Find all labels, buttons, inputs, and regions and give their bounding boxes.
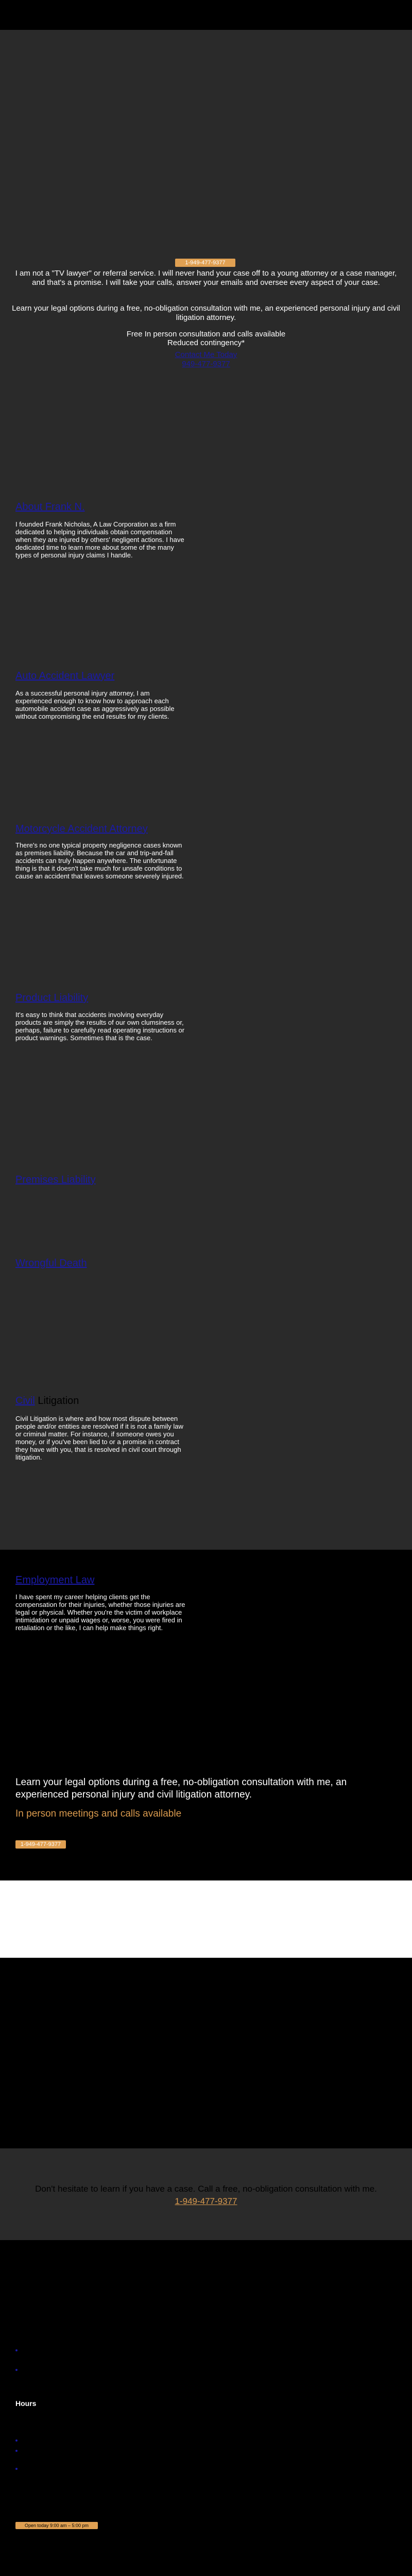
hero-options-text: Learn your legal options during a free, no-obligation consultation with me, an experienced personal injury and civil litigation attorney. (12, 304, 400, 322)
section-title-auto (15, 670, 114, 682)
section-title-civil-suffix: Litigation (35, 1395, 79, 1406)
section-body-about: I founded Frank Nicholas, A Law Corporation as a firm dedicated to helping individuals obtain compensation when they are injured by others' negligent actions. I have dedicated time to learn more about some of the many types of personal injury claims I handle. (15, 520, 184, 559)
section-link-motorcycle[interactable]: Motorcycle Accident Attorney (15, 823, 148, 835)
outro-phone-badge[interactable]: 1-949-477-9377 (15, 1840, 66, 1849)
hero-section (0, 30, 412, 1550)
bullet-dot (15, 2450, 18, 2452)
section-title-employment (15, 1574, 94, 1586)
section-body-employment: I have spent my career helping clients get the compensation for their injuries, whether those injuries are legal or physical. Whether you're the victim of workplace intimidation or unpaid wages or, worse, you were fired in retaliation or the like, I can help make things right. (15, 1593, 185, 1632)
section-link-premises[interactable]: Premises Liability (15, 1174, 96, 1185)
section-body-motorcycle: There's no one typical property negligence cases known as premises liability. Because the car and trip-and-fall accidents can truly happen anywhere. The unfortunate thing is that it doesn't take much for unsafe conditions to cause an accident that leaves someone severely injured. (15, 841, 184, 880)
bullet-dot (15, 2349, 18, 2351)
hero-phone-badge[interactable]: 1-949-477-9377 (175, 259, 235, 267)
bullet-dot (15, 2468, 18, 2470)
hours-title: Hours (15, 2399, 37, 2408)
hero-contact-link[interactable]: Contact Me Today (175, 350, 237, 359)
hero-consult-line2: Reduced contingency* (167, 338, 245, 347)
cta-phone-wrap (15, 2196, 397, 2207)
section-title-wrongful (15, 1257, 87, 1269)
section-title-motorcycle (15, 823, 148, 835)
section-link-product[interactable]: Product Liability (15, 992, 89, 1004)
hero-phone-link-wrap (10, 360, 402, 369)
cta-text: Don't hesitate to learn if you have a case. Call a free, no-obligation consultation with me. (35, 2184, 377, 2194)
hero-intro-text: I am not a "TV lawyer" or referral service. I will never hand your case off to a young attorney or a case manager, and that's a promise. I will take your calls, answer your emails and oversee every aspect of your case. (15, 269, 397, 287)
section-link-about[interactable]: About Frank N. (15, 501, 85, 513)
section-body-product: It's easy to think that accidents involving everyday products are simply the results of our own clumsiness or, perhaps, failure to carefully read operating instructions or product warnings. Sometimes that is the case. (15, 1011, 185, 1042)
section-title-civil (15, 1395, 79, 1407)
section-title-premises (15, 1174, 96, 1186)
section-body-civil: Civil Litigation is where and how most dispute between people and/or entities are resolved if it is not a family law or criminal matter. For instance, if someone owes you money, or if you've been lied to or a promise in contract they have with you, that is resolved in civil court through litigation. (15, 1415, 183, 1461)
hours-toggle-button[interactable]: Open today 9:00 am – 5:00 pm (15, 2522, 98, 2529)
cta-phone-link[interactable]: 1-949-477-9377 (175, 2196, 237, 2206)
top-bar (0, 0, 412, 30)
hero-consult-text (10, 330, 402, 347)
section-link-wrongful[interactable]: Wrongful Death (15, 1258, 87, 1269)
section-body-auto: As a successful personal injury attorney, I am experienced enough to know how to approach each automobile accident case as aggressively as possible without compromising the end results for my clients. (15, 689, 175, 720)
hero-contact-link-wrap (10, 350, 402, 360)
hero-consult-line1: Free In person consultation and calls available (126, 330, 286, 338)
hero-phone-link[interactable]: 949-477-9377 (182, 360, 230, 368)
section-link-employment[interactable]: Employment Law (15, 1574, 95, 1586)
section-title-product (15, 992, 88, 1004)
section-title-about (15, 501, 85, 513)
bullet-dot (15, 2439, 18, 2442)
bullet-dot (15, 2369, 18, 2371)
section-link-auto[interactable]: Auto Accident Lawyer (15, 670, 115, 682)
outro-text: Learn your legal options during a free, no-obligation consultation with me, an experienced personal injury and civil litigation attorney. (15, 1777, 347, 1800)
outro-subtext: In person meetings and calls available (15, 1808, 182, 1819)
white-divider-band (0, 1880, 412, 1958)
section-link-civil[interactable]: Civil (15, 1395, 35, 1406)
